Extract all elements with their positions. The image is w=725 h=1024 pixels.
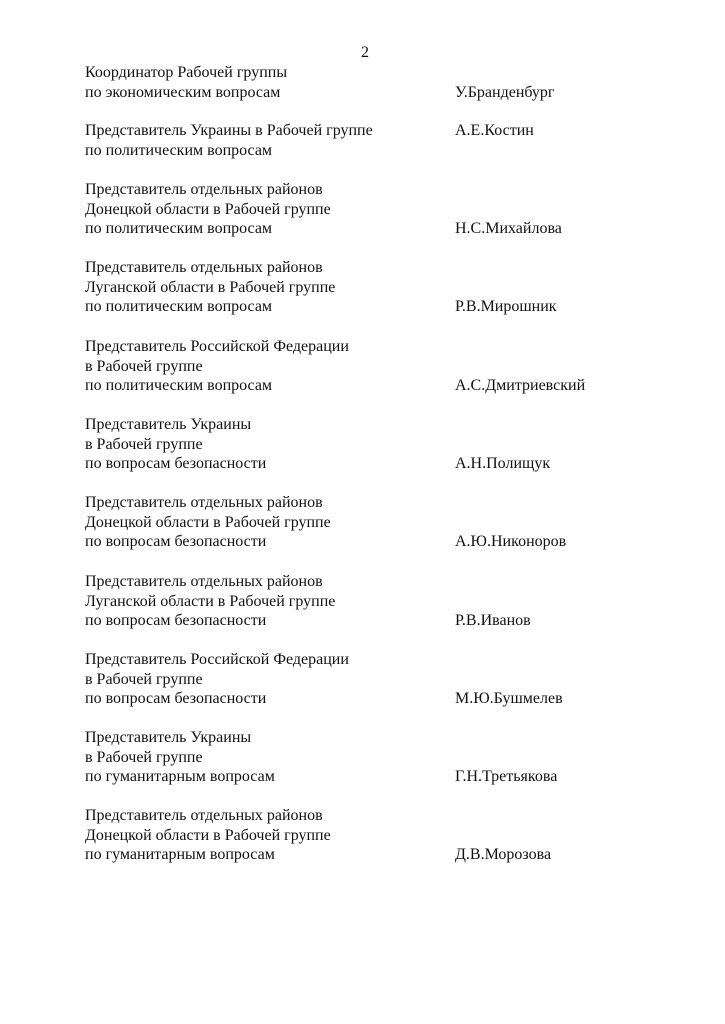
role-line: Представитель отдельных районов <box>85 494 323 511</box>
role-line: по политическим вопросам <box>85 220 273 238</box>
role-line: в Рабочей группе <box>85 357 203 375</box>
role-line: по гуманитарным вопросам <box>85 846 275 864</box>
role-title <box>85 337 445 396</box>
role-title <box>85 572 445 631</box>
role-line: в Рабочей группе <box>85 748 203 766</box>
signatory-name: Н.С.Михайлова <box>455 220 562 238</box>
page-number: 2 <box>361 44 369 61</box>
role-line: по экономическим вопросам <box>85 83 281 101</box>
role-line: Представитель Украины <box>85 729 252 746</box>
role-title <box>85 650 445 709</box>
role-title <box>85 180 445 239</box>
role-line: Координатор Рабочей группы <box>85 64 288 81</box>
signatory-name: А.Н.Полищук <box>455 455 551 473</box>
role-line: Представитель Украины <box>85 416 252 433</box>
role-line: по вопросам безопасности <box>85 455 267 473</box>
role-line: по политическим вопросам <box>85 298 273 316</box>
role-line: Представитель Российской Федерации <box>85 651 349 668</box>
signatory-name: А.Ю.Никоноров <box>455 533 567 551</box>
role-line: Представитель отдельных районов <box>85 181 323 198</box>
role-line: Представитель Украины в Рабочей группе <box>85 122 373 139</box>
signatory-name: Р.В.Мирошник <box>455 298 557 316</box>
role-line: Луганской области в Рабочей группе <box>85 592 336 610</box>
role-title <box>85 63 445 102</box>
role-title <box>85 493 445 552</box>
signatory-name: М.Ю.Бушмелев <box>455 690 563 708</box>
signatory-name: Д.В.Морозова <box>455 846 552 864</box>
role-title <box>85 806 445 865</box>
signatory-name: Р.В.Иванов <box>455 612 531 630</box>
role-line: Представитель отдельных районов <box>85 573 323 590</box>
role-title <box>85 258 445 317</box>
role-line: Представитель Российской Федерации <box>85 338 349 355</box>
signatory-name: Г.Н.Третьякова <box>455 768 558 786</box>
role-line: по вопросам безопасности <box>85 612 267 630</box>
signatory-name: У.Бранденбург <box>455 83 555 101</box>
role-line: Донецкой области в Рабочей группе <box>85 200 331 218</box>
role-line: по вопросам безопасности <box>85 690 267 708</box>
role-line: в Рабочей группе <box>85 670 203 688</box>
role-line: Луганской области в Рабочей группе <box>85 278 336 296</box>
role-line: Донецкой области в Рабочей группе <box>85 826 331 844</box>
role-line: в Рабочей группе <box>85 435 203 453</box>
role-title <box>85 415 445 474</box>
role-line: Представитель отдельных районов <box>85 807 323 824</box>
role-title <box>85 728 445 787</box>
role-line: по политическим вопросам <box>85 377 273 395</box>
role-line: по политическим вопросам <box>85 141 273 159</box>
signatory-name: А.С.Дмитриевский <box>455 377 586 395</box>
signatory-name: А.Е.Костин <box>455 122 534 139</box>
role-line: Представитель отдельных районов <box>85 259 323 276</box>
role-line: Донецкой области в Рабочей группе <box>85 513 331 531</box>
role-line: по гуманитарным вопросам <box>85 768 275 786</box>
role-line: по вопросам безопасности <box>85 533 267 551</box>
role-title <box>85 121 445 160</box>
